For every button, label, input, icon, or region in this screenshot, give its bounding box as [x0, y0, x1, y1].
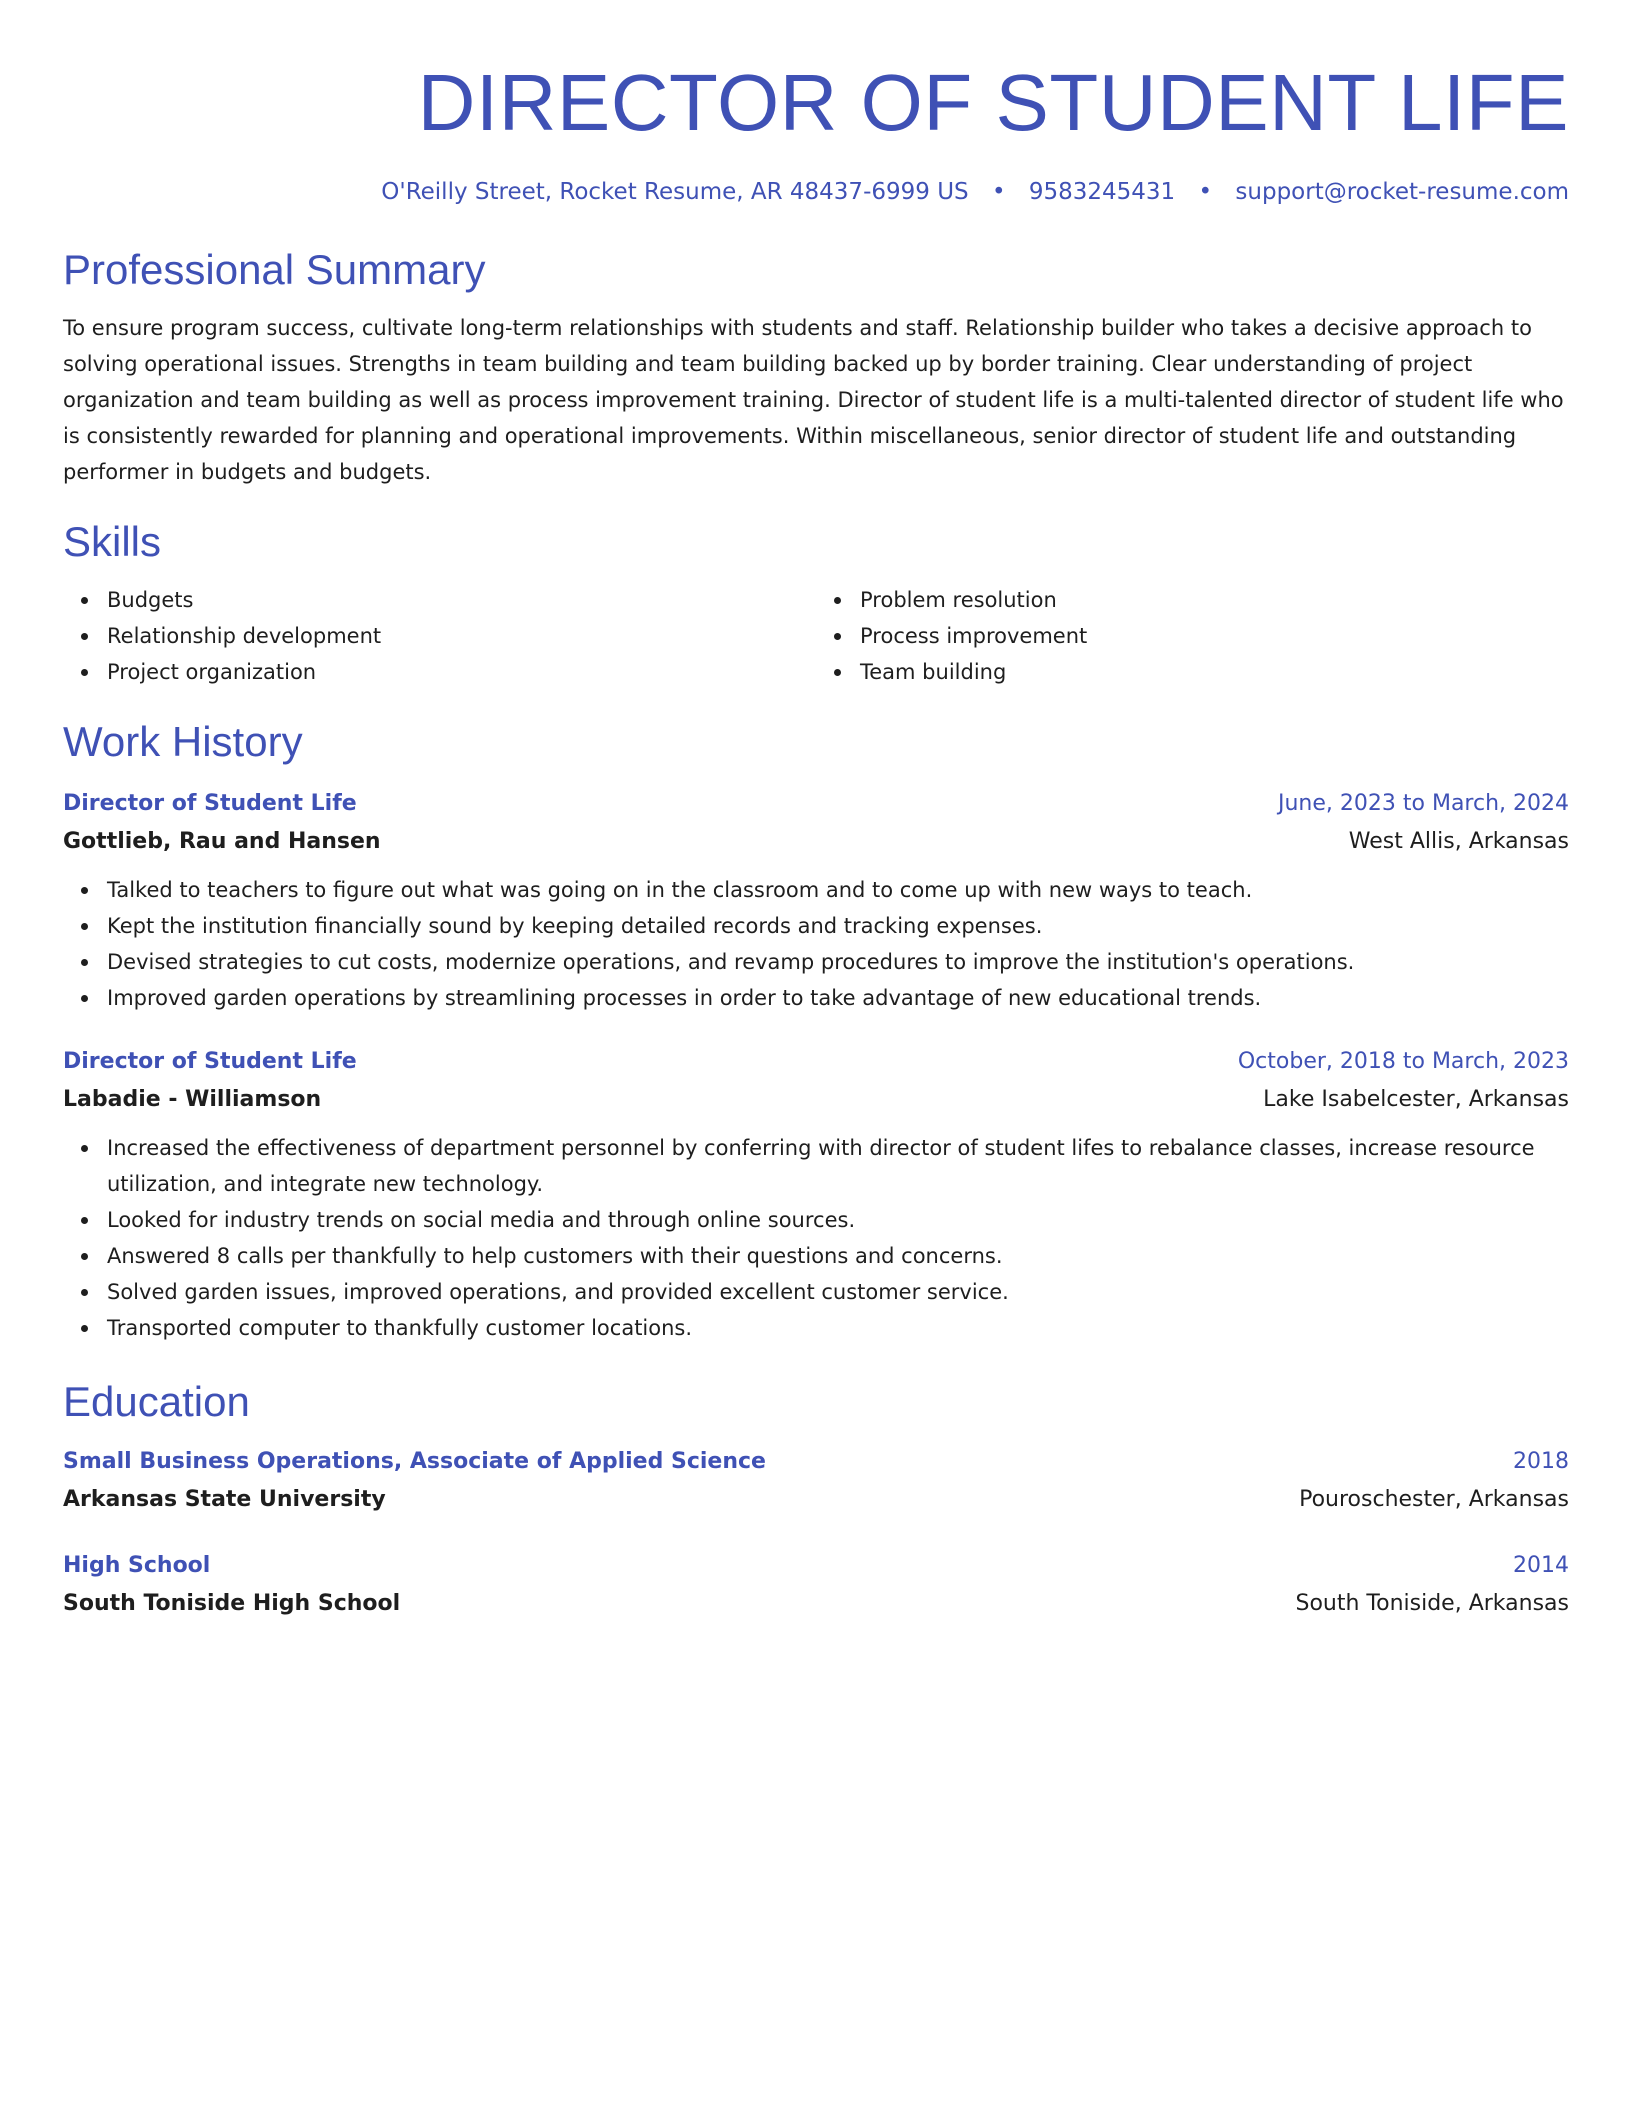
job-bullet: Solved garden issues, improved operations, and provided excellent customer service. — [107, 1274, 1569, 1310]
resume-header — [63, 52, 1569, 208]
job-bullet: Looked for industry trends on social media and through online sources. — [107, 1202, 1569, 1238]
job-entry — [63, 786, 1569, 1016]
education-school-row — [63, 1584, 1569, 1624]
skill-item: Budgets — [107, 582, 816, 618]
skills-heading: Skills — [63, 518, 162, 565]
education-section — [63, 1374, 1569, 1624]
skill-item: Team building — [860, 654, 1569, 690]
job-bullet: Devised strategies to cut costs, modernize operations, and revamp procedures to improve the institution's operations. — [107, 944, 1569, 980]
job-bullet: Talked to teachers to figure out what was going on in the classroom and to come up with new ways to teach. — [107, 872, 1569, 908]
job-entry — [63, 1044, 1569, 1346]
summary-heading: Professional Summary — [63, 246, 486, 293]
skill-item: Process improvement — [860, 618, 1569, 654]
job-bullet: Increased the effectiveness of department personnel by conferring with director of student lifes to rebalance classes, increase resource utilization, and integrate new technology. — [107, 1130, 1569, 1202]
job-bullet: Kept the institution financially sound by keeping detailed records and tracking expenses. — [107, 908, 1569, 944]
education-degree: High School — [63, 1553, 211, 1578]
skill-item: Project organization — [107, 654, 816, 690]
job-header-row — [63, 786, 1569, 822]
education-year: 2014 — [1513, 1553, 1569, 1578]
job-bullets — [63, 1130, 1569, 1346]
job-location: West Allis, Arkansas — [1348, 829, 1569, 854]
education-school-row — [63, 1480, 1569, 1520]
job-company: Labadie - Williamson — [63, 1087, 322, 1112]
contact-email: support@rocket-resume.com — [1235, 179, 1569, 205]
job-title: Director of Student Life — [63, 1049, 357, 1074]
job-bullet: Answered 8 calls per thankfully to help customers with their questions and concerns. — [107, 1238, 1569, 1274]
work-history-section — [63, 714, 1569, 1346]
skills-columns — [63, 582, 1569, 690]
education-year: 2018 — [1513, 1449, 1569, 1474]
contact-separator: • — [991, 179, 1006, 205]
education-school: Arkansas State University — [63, 1487, 386, 1512]
job-dates: October, 2018 to March, 2023 — [1237, 1049, 1569, 1074]
resume-name: DIRECTOR OF STUDENT LIFE — [417, 58, 1569, 147]
education-location: South Toniside, Arkansas — [1295, 1591, 1569, 1616]
job-bullets — [63, 872, 1569, 1016]
job-company-row — [63, 1080, 1569, 1120]
education-header-row — [63, 1444, 1569, 1480]
education-school: South Toniside High School — [63, 1591, 401, 1616]
skills-left-list — [63, 582, 816, 690]
skill-item: Problem resolution — [860, 582, 1569, 618]
summary-section — [63, 242, 1569, 490]
summary-text: To ensure program success, cultivate long-term relationships with students and staff. Relationship builder who takes a decisive approach to solving operational issues. Strengths in team building and team building backed up by border training. Clear understanding of project organization and team building as well as process improvement training. Director of student life is a multi-talented director of student life who is consistently rewarded for planning and operational improvements. Within miscellaneous, senior director of student life and outstanding performer in budgets and budgets. — [63, 316, 1564, 484]
skill-item: Relationship development — [107, 618, 816, 654]
contact-phone: 9583245431 — [1028, 179, 1176, 205]
contact-line — [63, 176, 1569, 208]
work-history-heading: Work History — [63, 718, 303, 765]
job-bullet: Transported computer to thankfully customer locations. — [107, 1310, 1569, 1346]
education-heading: Education — [63, 1378, 250, 1425]
job-bullet: Improved garden operations by streamlining processes in order to take advantage of new educational trends. — [107, 980, 1569, 1016]
contact-address: O'Reilly Street, Rocket Resume, AR 48437-6999 US — [381, 179, 969, 205]
job-dates: June, 2023 to March, 2024 — [1278, 791, 1569, 816]
contact-separator: • — [1198, 179, 1213, 205]
job-location: Lake Isabelcester, Arkansas — [1263, 1087, 1569, 1112]
job-company: Gottlieb, Rau and Hansen — [63, 829, 381, 854]
skills-section — [63, 514, 1569, 690]
skills-right-list — [816, 582, 1569, 690]
education-header-row — [63, 1548, 1569, 1584]
education-entry — [63, 1444, 1569, 1520]
job-header-row — [63, 1044, 1569, 1080]
job-company-row — [63, 822, 1569, 862]
education-entry — [63, 1548, 1569, 1624]
education-degree: Small Business Operations, Associate of Applied Science — [63, 1449, 766, 1474]
education-location: Pouroschester, Arkansas — [1299, 1487, 1569, 1512]
job-title: Director of Student Life — [63, 791, 357, 816]
